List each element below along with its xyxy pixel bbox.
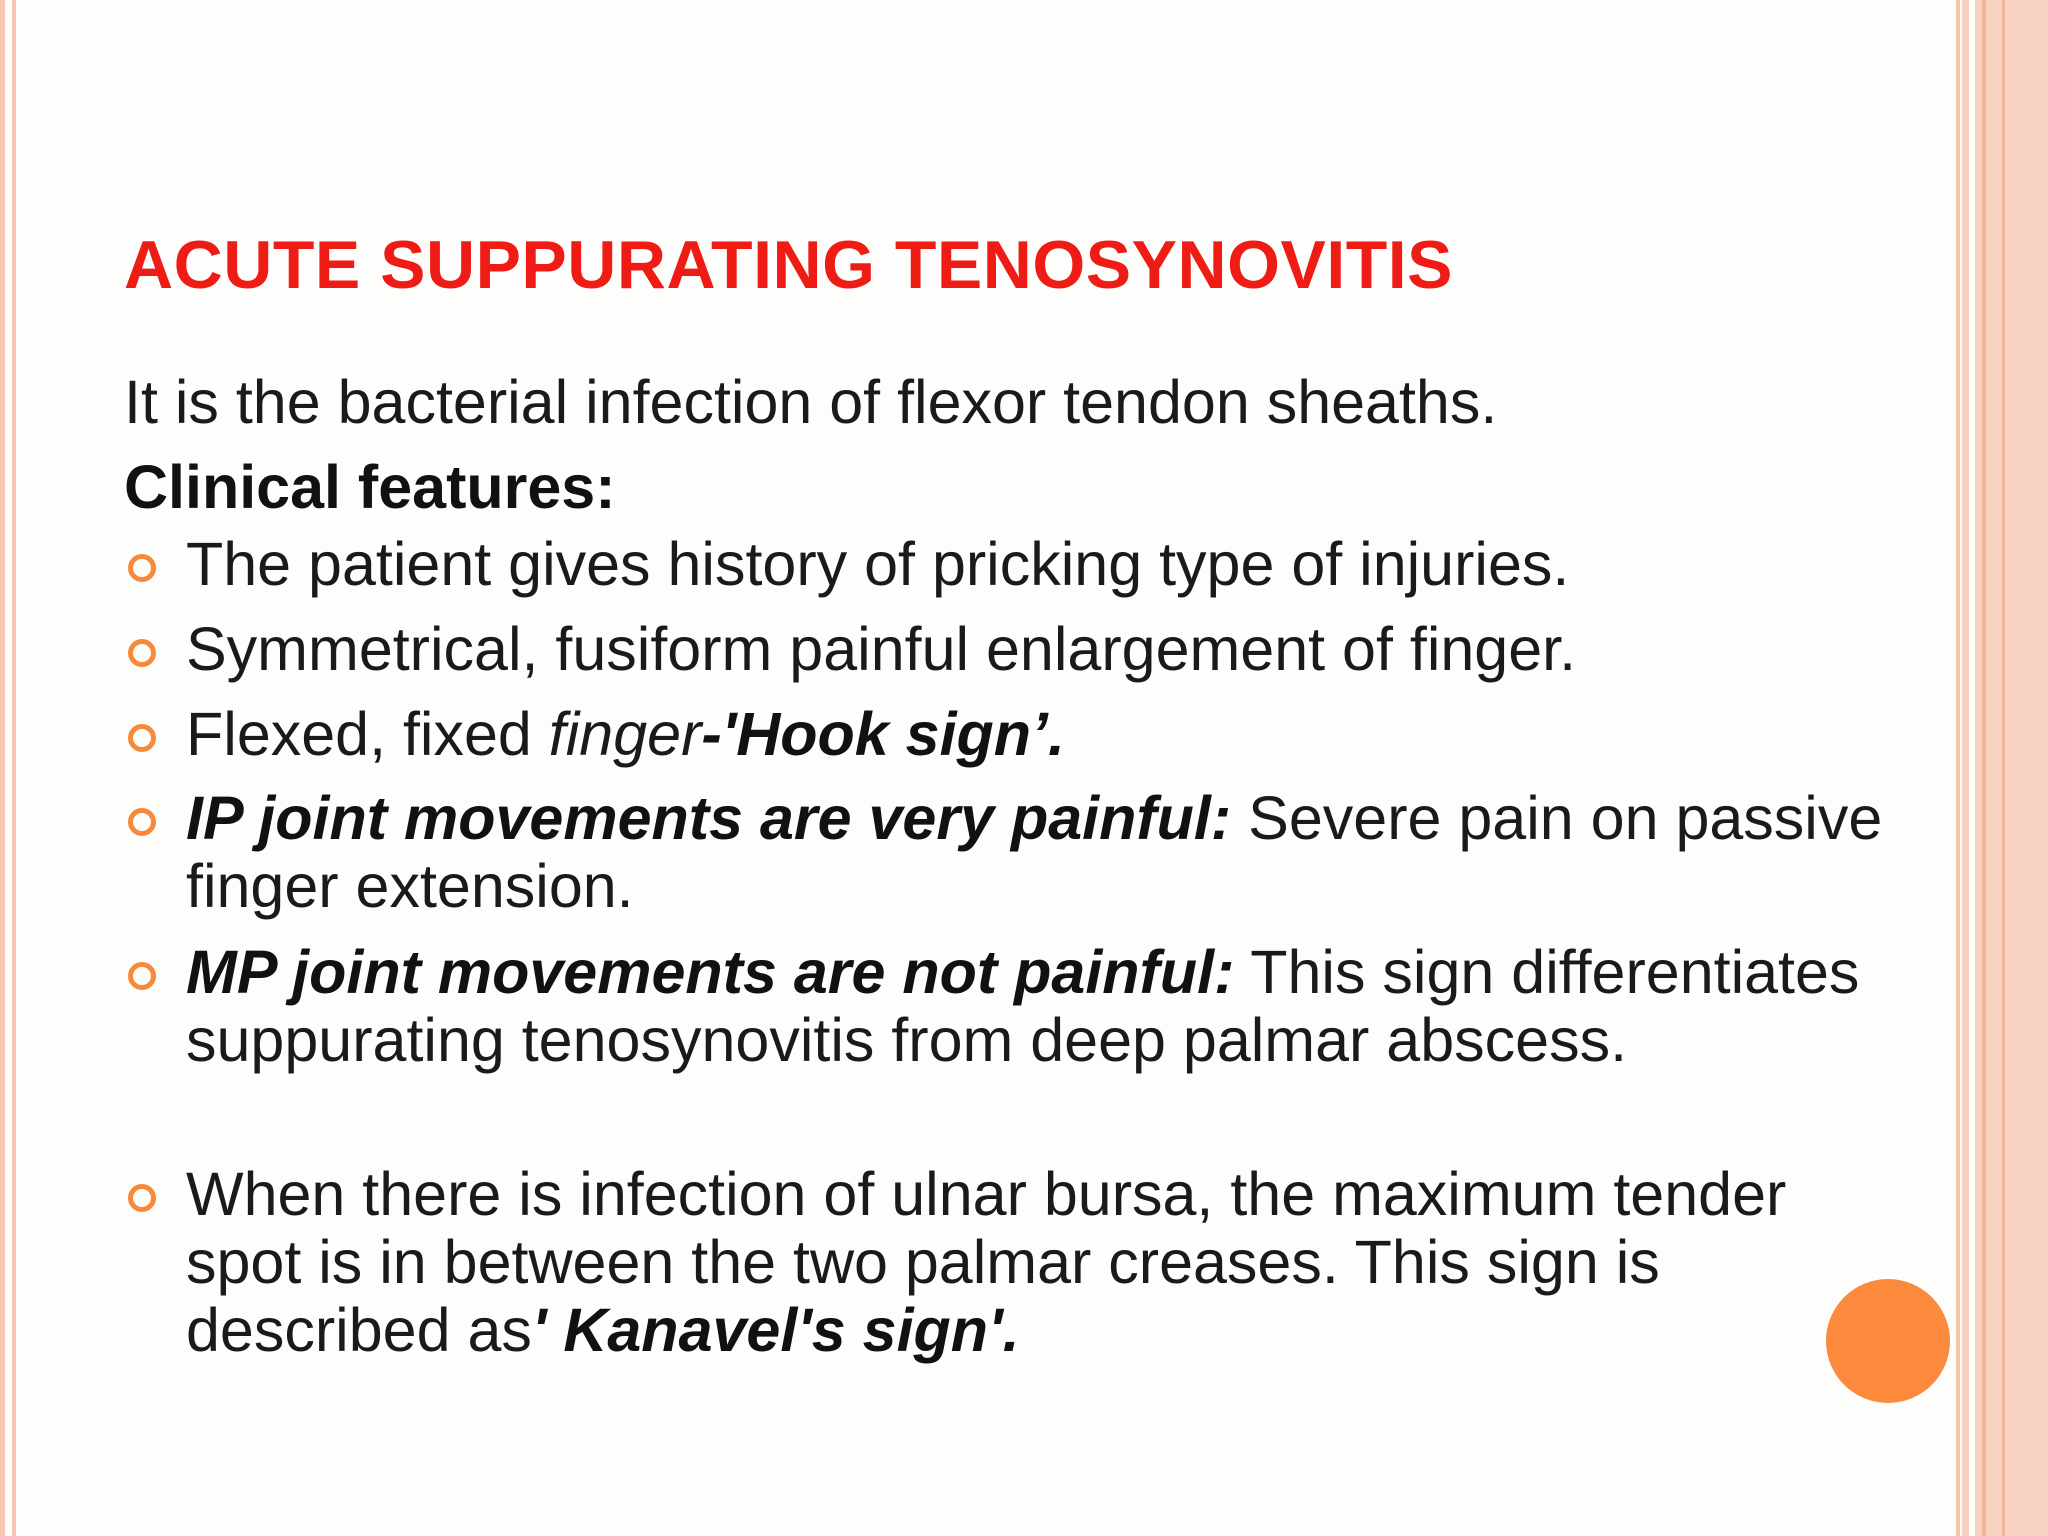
right-border-stripe	[1956, 0, 1960, 1536]
list-item	[124, 1160, 1904, 1364]
right-border-stripe	[1982, 0, 1986, 1536]
left-border-stripe	[0, 0, 5, 1536]
bullet-circle-icon	[128, 554, 156, 582]
bullet-circle-icon	[128, 962, 156, 990]
features-heading: Clinical features:	[124, 453, 616, 521]
left-border-stripe	[12, 0, 16, 1536]
list-item	[124, 700, 1065, 768]
bullet-text: Flexed, fixed	[186, 700, 549, 768]
list-item	[124, 938, 1904, 1074]
bullet-emphasis: IP joint movements are very painful:	[186, 784, 1232, 852]
bullet-circle-icon	[128, 808, 156, 836]
list-item	[124, 784, 1904, 920]
list-item	[124, 615, 1576, 683]
bullet-circle-icon	[128, 1184, 156, 1212]
bullet-text: This sign differentiates suppurating tenosynovitis from deep palmar abscess.	[186, 938, 1860, 1074]
bullet-emphasis: MP joint movements are not painful:	[186, 938, 1235, 1006]
bullet-text: Symmetrical, fusiform painful enlargement of finger.	[186, 615, 1577, 683]
bullet-text: The patient gives history of pricking type of injuries.	[186, 530, 1570, 598]
bullet-text: When there is infection of ulnar bursa, the maximum tender spot is in between the two palmar creases. This sign is described as	[186, 1160, 1787, 1364]
list-item	[124, 530, 1569, 598]
bullet-text: Severe pain on passive finger extension.	[186, 784, 1883, 920]
right-border-stripe	[1962, 0, 1969, 1536]
slide-title: ACUTE SUPPURATING TENOSYNOVITIS	[124, 227, 1454, 303]
intro-text: It is the bacterial infection of flexor tendon sheaths.	[124, 368, 1498, 436]
bullet-circle-icon	[128, 724, 156, 752]
right-border-stripe	[2002, 0, 2005, 1536]
bullet-italic-text: finger	[548, 700, 702, 768]
hook-sign-label: -'Hook sign’.	[701, 700, 1065, 768]
bullet-circle-icon	[128, 639, 156, 667]
kanavel-sign-label: ' Kanavel's sign'.	[531, 1296, 1020, 1364]
